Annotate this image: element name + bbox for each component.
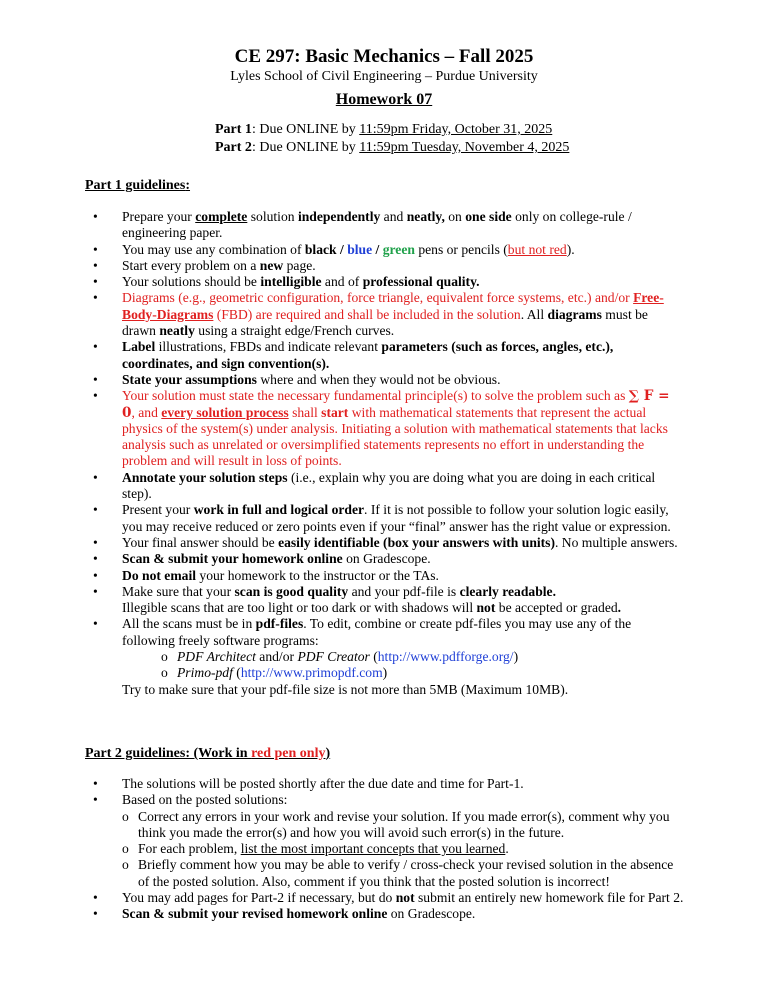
text-run: . — [617, 600, 622, 616]
text-run: . — [505, 841, 509, 857]
text-run: green — [382, 241, 415, 257]
text-run: on — [444, 209, 466, 224]
sub-list-item — [122, 841, 685, 857]
text-run: ). — [566, 241, 575, 257]
text-run: • — [93, 776, 98, 791]
text-run: pens or pencils ( — [414, 241, 508, 257]
text-run: using a straight edge/French curves. — [194, 323, 395, 339]
text-run: Do not email — [122, 567, 197, 583]
text-run: parameters (such as forces, angles, etc.), coordinates, and sign convention(s). — [122, 339, 614, 371]
text-run: . To edit, combine or create pdf-files you may use any of the following freely software programs: — [122, 616, 632, 648]
text-run: blue — [347, 241, 373, 257]
due-part1-label: Part 1 — [215, 122, 252, 137]
text-run: All the scans must be in — [122, 616, 256, 632]
text-run: intelligible — [260, 274, 322, 290]
pdf-size-note: Try to make sure that your pdf-file size is not more than 5MB (Maximum 10MB). — [122, 681, 569, 697]
text-run: State your assumptions — [122, 371, 257, 387]
list-item — [85, 890, 685, 906]
text-run: illustrations, FBDs and indicate relevant — [155, 339, 382, 355]
text-run: and — [380, 209, 407, 224]
text-run: be accepted or graded — [495, 600, 618, 616]
due-part2 — [215, 139, 569, 157]
text-run: • — [93, 616, 98, 632]
text-run: , and — [131, 404, 162, 420]
text-run: • — [93, 339, 98, 355]
text-run: • — [93, 906, 98, 922]
list-item — [85, 584, 685, 617]
text-run: every solution process — [161, 404, 289, 420]
primopdf-link[interactable]: http://www.primopdf.com — [240, 665, 383, 681]
part1-heading-text: Part 1 guidelines — [85, 178, 186, 193]
sum-f-equals-zero: ∑ F = 0 — [122, 388, 670, 421]
part1-guidelines-list — [85, 209, 685, 698]
text-run: Annotate your solution steps — [122, 469, 288, 485]
text-run: complete — [195, 209, 248, 224]
list-item — [85, 776, 685, 792]
text-run: your homework to the instructor or the TAs. — [196, 567, 439, 583]
due-part1-text: : Due ONLINE by — [251, 122, 360, 137]
list-item — [85, 616, 685, 697]
text-run: o — [122, 841, 129, 857]
text-run: but not red — [507, 241, 567, 257]
due-part2-text: : Due ONLINE by — [251, 140, 360, 155]
text-run: Scan & submit your homework online — [122, 551, 343, 567]
due-part2-date: 11:59pm Tuesday, November 4, 2025 — [359, 140, 570, 155]
list-item — [85, 792, 685, 890]
text-run: and of — [321, 274, 363, 290]
text-run: • — [93, 502, 98, 518]
text-run: red pen only — [251, 746, 326, 761]
list-item — [85, 258, 685, 274]
text-run: with mathematical statements that represent the actual physics of the system(s) under analysis. Initiating a solution with mathematical statements that lacks analysis such as unrelated or oversimplified statements represents no effort in understanding the problem and will result in loss of points. — [122, 404, 668, 469]
text-run: o — [122, 857, 129, 873]
text-run: Illegible scans that are too light or too dark or with shadows will — [122, 600, 477, 616]
text-run: Label — [122, 339, 156, 355]
list-item — [85, 388, 685, 469]
text-run: ) — [382, 665, 388, 681]
text-run: Scan & submit your revised homework online — [122, 906, 388, 922]
text-run: o — [161, 665, 168, 681]
due-part1-date: 11:59pm Friday, October 31, 2025 — [359, 122, 553, 137]
list-item — [85, 274, 685, 290]
list-item — [85, 339, 685, 372]
text-run: You may use any combination of — [122, 241, 305, 257]
text-run: not — [476, 600, 496, 616]
text-run: Make sure that your — [122, 583, 235, 599]
text-run: start — [321, 404, 349, 420]
sub-list-item — [122, 857, 685, 890]
text-run: . No multiple answers. — [555, 534, 678, 550]
due-part2-label: Part 2 — [215, 140, 252, 155]
text-run: page. — [283, 257, 316, 273]
part2-heading — [85, 745, 330, 762]
text-run: Your solution must state the necessary fundamental principle(s) to solve the problem such as — [122, 388, 629, 404]
text-run: • — [93, 274, 98, 290]
text-run: diagrams — [547, 306, 602, 322]
text-run: / — [372, 241, 383, 257]
text-run: (FBD) are required and shall be included in the solution — [213, 306, 521, 322]
text-run: Start every problem on a — [122, 257, 260, 273]
text-run: where and when they would not be obvious. — [256, 371, 501, 387]
text-run: ( — [369, 649, 378, 665]
list-item — [85, 568, 685, 584]
part2-guidelines-list — [85, 776, 685, 923]
text-run: • — [93, 792, 98, 808]
school-subtitle: Lyles School of Civil Engineering – Purdue University — [230, 69, 538, 84]
part2-sublist — [122, 809, 685, 890]
text-run: • — [93, 534, 98, 550]
text-run: o — [122, 808, 129, 824]
text-run: The solutions will be posted shortly after the due date and time for Part-1. — [122, 776, 524, 791]
text-run: Diagrams (e.g., geometric configuration, force triangle, equivalent force systems, etc.) and/or — [122, 290, 634, 306]
text-run: black / — [304, 241, 348, 257]
text-run: submit an entirely new homework file for Part 2. — [414, 890, 684, 906]
text-run: PDF Creator — [297, 649, 370, 665]
text-run: • — [93, 469, 98, 485]
bullet: • — [93, 209, 98, 224]
text-run: not — [395, 890, 415, 906]
text-run: work in full and logical order — [193, 502, 365, 518]
list-item — [85, 535, 685, 551]
text-run: • — [93, 583, 98, 599]
text-run: professional quality. — [362, 274, 480, 290]
text-run: Part 2 guidelines: (Work in — [85, 746, 252, 761]
sub-list-item — [122, 809, 685, 842]
text-run: Based on the posted solutions: — [122, 792, 288, 808]
text-run: Briefly comment how you may be able to verify / cross-check your revised solution in the absence of the posted solution. Also, comment if you think that the posted solution is incorrect! — [138, 857, 674, 889]
text-run: PDF Architect — [177, 649, 256, 665]
text-run: ( — [232, 665, 241, 681]
course-title: CE 297: Basic Mechanics – Fall 2025 — [234, 46, 534, 67]
list-item — [85, 906, 685, 922]
list-item — [85, 551, 685, 567]
list-item — [85, 502, 685, 535]
text-run: • — [93, 257, 98, 273]
text-run: solution — [247, 209, 298, 224]
text-run: (i.e., explain why you are doing what you are doing in each critical step). — [122, 469, 656, 502]
text-run: Primo-pdf — [177, 665, 233, 681]
text-run: You may add pages for Part-2 if necessary, but do — [122, 890, 396, 906]
text-run: scan is good quality — [234, 583, 349, 599]
pdfforge-link[interactable]: http://www.pdfforge.org/ — [377, 649, 514, 665]
text-run: on Gradescope. — [387, 906, 476, 922]
due-part1 — [215, 121, 552, 139]
text-run: must be drawn — [122, 306, 648, 339]
text-run: independently — [297, 209, 381, 224]
list-item — [85, 470, 685, 503]
list-item — [85, 372, 685, 388]
text-run: shall — [288, 404, 322, 420]
text-run: • — [93, 241, 98, 257]
part1-heading-colon: : — [185, 178, 191, 193]
list-item — [85, 290, 685, 339]
text-run: Free-Body-Diagrams — [122, 290, 664, 322]
program-item — [122, 665, 685, 681]
text-run: Prepare your — [122, 209, 196, 224]
text-run: neatly, — [406, 209, 445, 224]
text-run: list the most important concepts that you learned — [240, 841, 506, 857]
text-run: Your solutions should be — [122, 274, 261, 290]
text-run: clearly readable. — [459, 583, 556, 599]
text-run: o — [161, 649, 168, 665]
text-run: • — [93, 371, 98, 387]
text-run: • — [93, 388, 98, 404]
text-run: For each problem, — [138, 841, 241, 857]
text-run: • — [93, 290, 98, 306]
text-run: pdf-files — [255, 616, 304, 632]
text-run: Present your — [122, 502, 194, 518]
text-run: easily identifiable (box your answers with units) — [278, 534, 555, 550]
text-run: only on college-rule / engineering paper. — [122, 209, 632, 241]
text-run: ) — [513, 649, 519, 665]
text-run: • — [93, 567, 98, 583]
text-run: . All — [520, 306, 548, 322]
text-run: neatly — [159, 323, 195, 339]
list-item — [85, 242, 685, 258]
program-item — [122, 649, 685, 665]
text-run: . If it is not possible to follow your solution logic easily, you may receive reduced or zero points even if your “final” answer has the right value or expression. — [122, 502, 671, 534]
text-run: Correct any errors in your work and revise your solution. If you made error(s), comment why you think you made the error(s) and how you will avoid such error(s) in the future. — [138, 808, 670, 840]
text-run: new — [259, 257, 284, 273]
text-run: one side — [465, 209, 512, 224]
homework-title: Homework 07 — [335, 91, 433, 108]
text-run: • — [93, 551, 98, 567]
text-run: and/or — [255, 649, 298, 665]
text-run: and your pdf-file is — [348, 583, 460, 599]
text-run: Your final answer should be — [122, 534, 279, 550]
text-run: on Gradescope. — [342, 551, 431, 567]
text-run: ) — [325, 746, 331, 761]
list-item — [85, 209, 685, 242]
text-run: • — [93, 890, 98, 906]
part1-heading — [85, 177, 190, 194]
